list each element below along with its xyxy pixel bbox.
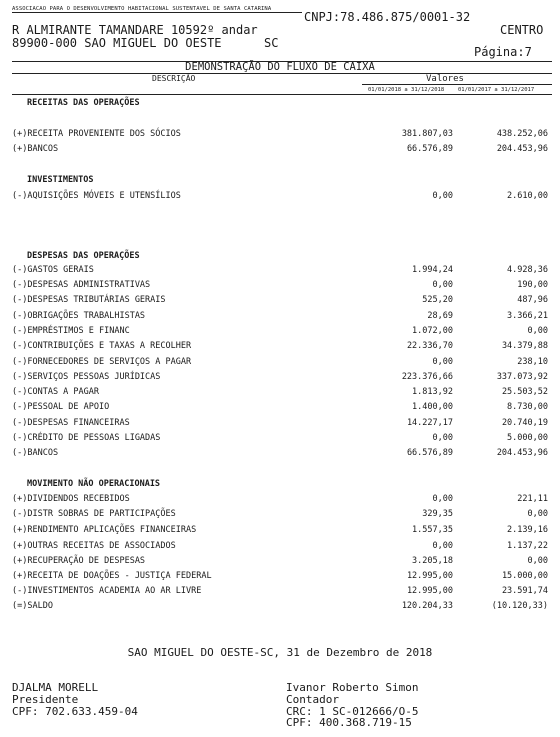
row-value-2018: 0,00 — [432, 433, 453, 443]
signatory-2-name: Ivanor Roberto Simon — [286, 681, 419, 694]
table-row — [0, 372, 560, 386]
table-row — [0, 556, 560, 570]
report-title: DEMONSTRAÇÃO DO FLUXO DE CAIXA — [185, 61, 375, 73]
signatory-2-cpf: CPF: 400.368.719-15 — [286, 716, 412, 729]
row-label: (+)RECUPERAÇÃO DE DESPESAS — [12, 556, 146, 566]
row-value-2018: 22.336,70 — [406, 341, 453, 351]
row-label: (+)RENDIMENTO APLICAÇÕES FINANCEIRAS — [12, 525, 197, 535]
section-title: DESPESAS DAS OPERAÇÕES — [27, 251, 140, 261]
row-value-2017: 23.591,74 — [501, 586, 548, 596]
row-value-2018: 1.557,35 — [412, 525, 453, 535]
row-label: (+)OUTRAS RECEITAS DE ASSOCIADOS — [12, 541, 176, 551]
table-row — [0, 341, 560, 355]
page-number: Página:7 — [474, 45, 532, 59]
signatory-2-role: Contador — [286, 693, 339, 706]
table-row — [0, 357, 560, 371]
row-label: (-)GASTOS GERAIS — [12, 265, 94, 275]
table-row — [0, 433, 560, 447]
address: R ALMIRANTE TAMANDARE 10592º andar — [12, 23, 258, 37]
row-value-2017: 34.379,88 — [501, 341, 548, 351]
cnpj: CNPJ:78.486.875/0001-32 — [304, 10, 471, 24]
row-value-2018: 1.400,00 — [412, 402, 453, 412]
signatory-2-crc: CRC: 1 SC-012666/O-5 — [286, 705, 419, 718]
column-description: DESCRIÇÃO — [152, 74, 196, 83]
row-value-2018: 0,00 — [432, 191, 453, 201]
row-value-2017: 0,00 — [527, 556, 548, 566]
row-label: (-)DESPESAS TRIBUTÁRIAS GERAIS — [12, 295, 166, 305]
row-label: (-)CONTAS A PAGAR — [12, 387, 99, 397]
table-row — [0, 509, 560, 523]
association-name: ASSOCIACAO PARA O DESENVOLVIMENTO HABITACIONAL SUSTENTAVEL DE SANTA CATARINA — [12, 6, 272, 12]
row-value-2018: 329,35 — [422, 509, 453, 519]
table-row — [0, 448, 560, 462]
row-value-2018: 1.994,24 — [412, 265, 453, 275]
row-value-2018: 3.205,18 — [412, 556, 453, 566]
row-value-2017: 25.503,52 — [501, 387, 548, 397]
header-rule — [12, 12, 302, 13]
row-value-2017: 221,11 — [517, 494, 548, 504]
row-label: (-)CONTRIBUIÇÕES E TAXAS A RECOLHER — [12, 341, 192, 351]
row-value-2017: 1.137,22 — [507, 541, 548, 551]
row-value-2017: 20.740,19 — [501, 418, 548, 428]
row-value-2018: 66.576,89 — [406, 448, 453, 458]
row-value-2018: 223.376,66 — [401, 372, 453, 382]
row-value-2018: 525,20 — [422, 295, 453, 305]
row-value-2018: 0,00 — [432, 541, 453, 551]
title-bottom-rule — [12, 73, 552, 74]
row-value-2018: 1.813,92 — [412, 387, 453, 397]
row-value-2017: 438.252,06 — [496, 129, 548, 139]
table-row — [0, 129, 560, 143]
header-bottom-rule — [12, 94, 552, 95]
row-label: (-)DESPESAS FINANCEIRAS — [12, 418, 130, 428]
table-row — [0, 144, 560, 158]
table-row — [0, 586, 560, 600]
row-label: (-)SERVIÇOS PESSOAS JURÍDICAS — [12, 372, 161, 382]
row-value-2017: 4.928,36 — [507, 265, 548, 275]
signatory-1-name: DJALMA MORELL — [12, 681, 99, 694]
table-row — [0, 418, 560, 432]
column-values: Valores — [426, 74, 464, 84]
row-label: (+)RECEITA DE DOAÇÕES - JUSTIÇA FEDERAL — [12, 571, 212, 581]
row-value-2017: 8.730,00 — [507, 402, 548, 412]
row-label: (+)BANCOS — [12, 144, 59, 154]
table-row — [0, 601, 560, 615]
city: 89900-000 SAO MIGUEL DO OESTE — [12, 36, 222, 50]
row-value-2018: 28,69 — [427, 311, 453, 321]
table-row — [0, 311, 560, 325]
place-date: SAO MIGUEL DO OESTE-SC, 31 de Dezembro de 2018 — [127, 646, 433, 659]
row-value-2018: 12.995,00 — [406, 586, 453, 596]
row-value-2018: 381.807,03 — [401, 129, 453, 139]
section-title: MOVIMENTO NÃO OPERACIONAIS — [27, 479, 161, 489]
district: CENTRO — [500, 23, 544, 37]
row-value-2018: 1.072,00 — [412, 326, 453, 336]
table-row — [0, 387, 560, 401]
row-value-2017: 0,00 — [527, 509, 548, 519]
table-row — [0, 541, 560, 555]
period-2018: 01/01/2018 a 31/12/2018 — [368, 87, 445, 93]
signatory-1-role: Presidente — [12, 693, 79, 706]
values-rule — [362, 84, 552, 85]
table-row — [0, 402, 560, 416]
row-label: (+)DIVIDENDOS RECEBIDOS — [12, 494, 130, 504]
row-value-2018: 0,00 — [432, 280, 453, 290]
table-row — [0, 265, 560, 279]
state: SC — [264, 36, 279, 50]
period-2017: 01/01/2017 a 31/12/2017 — [458, 87, 535, 93]
row-label: (=)SALDO — [12, 601, 53, 611]
row-label: (-)INVESTIMENTOS ACADEMIA AO AR LIVRE — [12, 586, 202, 596]
table-row — [0, 494, 560, 508]
row-value-2017: 5.000,00 — [507, 433, 548, 443]
row-label: (-)PESSOAL DE APOIO — [12, 402, 110, 412]
row-value-2017: 204.453,96 — [496, 448, 548, 458]
row-value-2018: 12.995,00 — [406, 571, 453, 581]
row-value-2017: 0,00 — [527, 326, 548, 336]
row-label: (-)DISTR SOBRAS DE PARTICIPAÇÕES — [12, 509, 176, 519]
row-value-2017: 15.000,00 — [501, 571, 548, 581]
row-label: (+)RECEITA PROVENIENTE DOS SÓCIOS — [12, 129, 181, 139]
row-value-2017: 2.610,00 — [507, 191, 548, 201]
table-row — [0, 571, 560, 585]
section-title: RECEITAS DAS OPERAÇÕES — [27, 98, 140, 108]
row-label: (-)FORNECEDORES DE SERVIÇOS A PAGAR — [12, 357, 192, 367]
row-label: (-)BANCOS — [12, 448, 59, 458]
row-value-2017: 190,00 — [517, 280, 548, 290]
row-value-2018: 14.227,17 — [406, 418, 453, 428]
row-label: (-)CRÉDITO DE PESSOAS LIGADAS — [12, 433, 161, 443]
table-row — [0, 295, 560, 309]
row-label: (-)EMPRÉSTIMOS E FINANC — [12, 326, 130, 336]
row-value-2017: 3.366,21 — [507, 311, 548, 321]
table-row — [0, 525, 560, 539]
table-row — [0, 191, 560, 205]
table-row — [0, 326, 560, 340]
table-row — [0, 280, 560, 294]
row-label: (-)DESPESAS ADMINISTRATIVAS — [12, 280, 151, 290]
row-value-2017: 337.073,92 — [496, 372, 548, 382]
row-value-2018: 0,00 — [432, 357, 453, 367]
row-value-2017: 204.453,96 — [496, 144, 548, 154]
row-value-2018: 66.576,89 — [406, 144, 453, 154]
row-value-2017: (10.120,33) — [491, 601, 548, 611]
row-value-2017: 238,10 — [517, 357, 548, 367]
section-title: INVESTIMENTOS — [27, 175, 94, 185]
row-value-2017: 487,96 — [517, 295, 548, 305]
row-label: (-)AQUISIÇÕES MÓVEIS E UTENSÍLIOS — [12, 191, 181, 201]
row-label: (-)OBRIGAÇÕES TRABALHISTAS — [12, 311, 146, 321]
row-value-2018: 0,00 — [432, 494, 453, 504]
row-value-2017: 2.139,16 — [507, 525, 548, 535]
row-value-2018: 120.204,33 — [401, 601, 453, 611]
signatory-1-cpf: CPF: 702.633.459-04 — [12, 705, 138, 718]
